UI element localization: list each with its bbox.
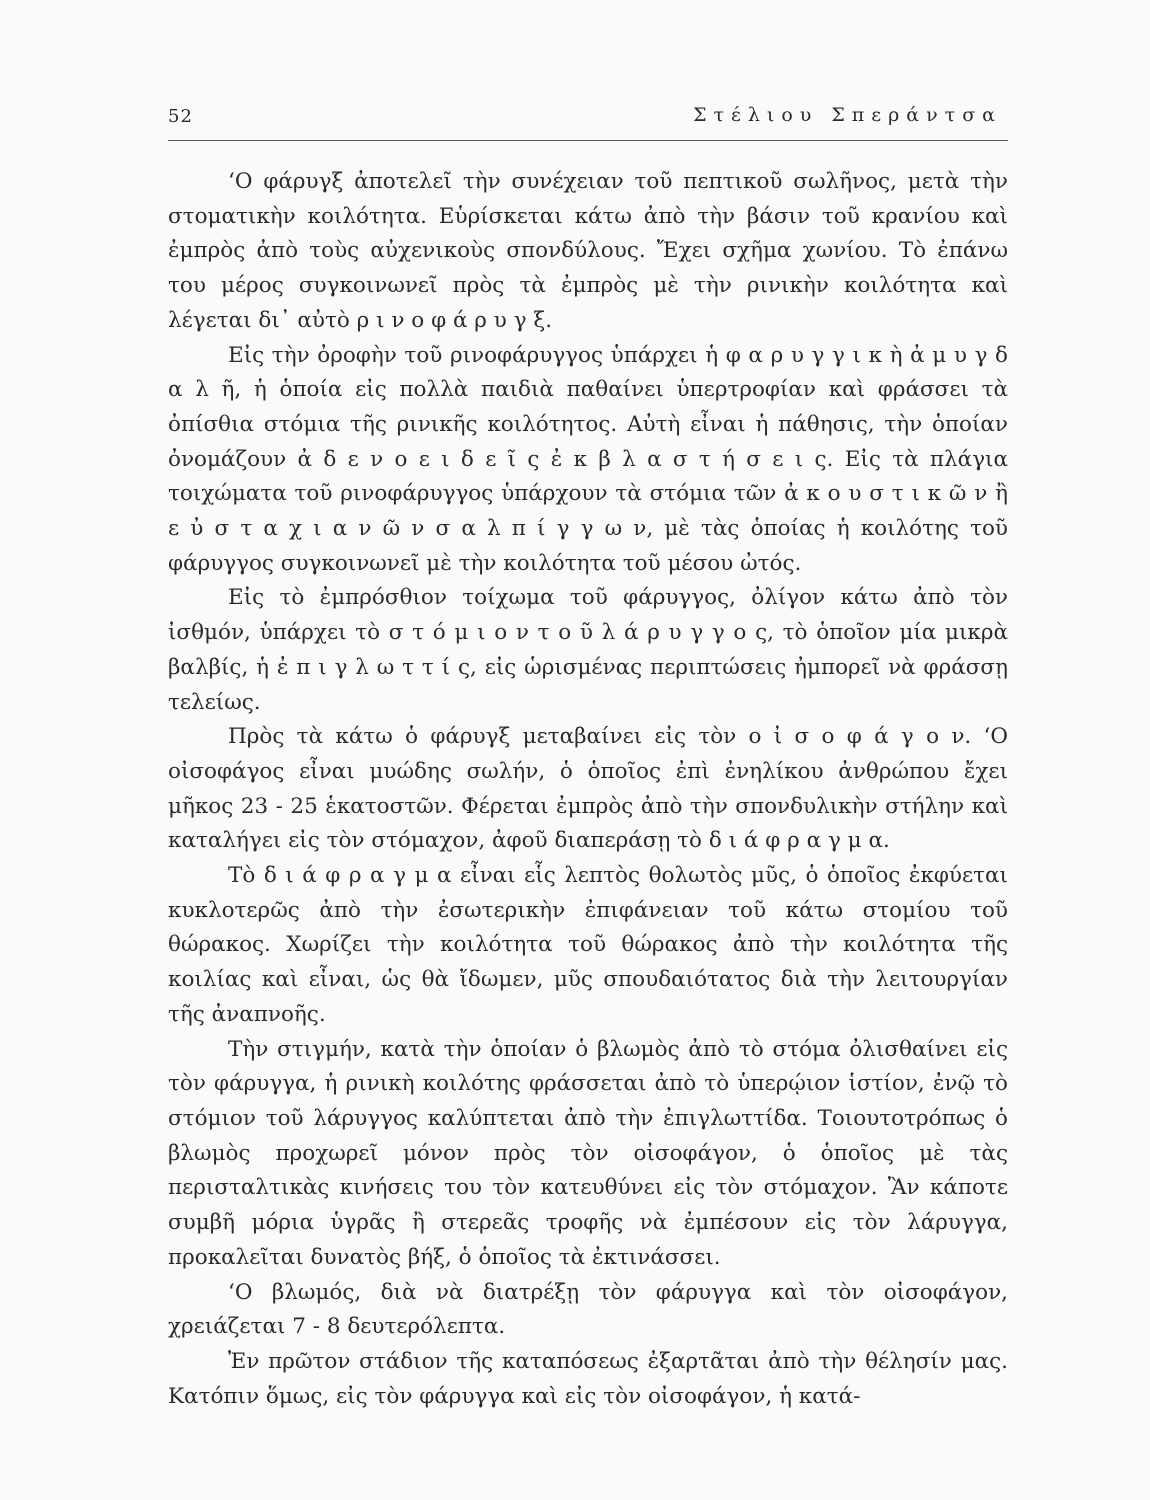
paragraph-first-stage: Ἐν πρῶτον στάδιον τῆς καταπόσεως ἐξαρτᾶται ἀπὸ τὴν θέλησίν μας. Κατόπιν ὅμως, εἰς τὸν φάρυγγα καὶ εἰς τὸν οἰσοφάγον, ἡ κατά- [168, 1348, 1008, 1409]
page-body [168, 165, 1008, 1414]
book-page [168, 100, 1008, 1414]
paragraph-esophagus: Πρὸς τὰ κάτω ὁ φάρυγξ μεταβαίνει εἰς τὸν ο ἰ σ ο φ ά γ ο ν. ‘Ο οἰσοφάγος εἶναι μυώδης σωλήν, ὁ ὁποῖος ἐπὶ ἐνηλίκου ἀνθρώπου ἔχει μῆκος 23 - 25 ἑκατοστῶν. Φέρεται ἐμπρὸς ἀπὸ τὴν σπονδυλικὴν στήλην καὶ καταλήγει εἰς τὸν στόμαχον, ἀφοῦ διαπεράσῃ τὸ δ ι ά φ ρ α γ μ α. [168, 724, 1008, 854]
running-head: Στέλιου Σπεράντσα [693, 104, 1002, 126]
paragraph-diaphragm: Τὸ δ ι ά φ ρ α γ μ α εἶναι εἷς λεπτὸς θολωτὸς μῦς, ὁ ὁποῖος ἐκφύεται κυκλοτερῶς ἀπὸ τὴν ἐσωτερικὴν ἐπιφάνειαν τοῦ κάτω στομίου τοῦ θώρακος. Χωρίζει τὴν κοιλότητα τοῦ θώρακος ἀπὸ τὴν κοιλότητα τῆς κοιλίας καὶ εἶναι, ὡς θὰ ἴδωμεν, μῦς σπουδαιότατος διὰ τὴν λειτουργίαν τῆς ἀναπνοῆς. [168, 863, 1008, 1027]
paragraph-adenoids: Εἰς τὴν ὀροφὴν τοῦ ρινοφάρυγγος ὑπάρχει ἡ φ α ρ υ γ γ ι κ ὴ ἀ μ υ γ δ α λ ῆ, ἡ ὁποία εἰς πολλὰ παιδιὰ παθαίνει ὑπερτροφίαν καὶ φράσσει τὰ ὀπίσθια στόμια τῆς ρινικῆς κοιλότητος. Αὐτὴ εἶναι ἡ πάθησις, τὴν ὁποίαν ὀνομάζουν ἀ δ ε ν ο ε ι δ ε ῖ ς ἐ κ β λ α σ τ ή σ ε ι ς. Εἰς τὰ πλάγια τοιχώματα τοῦ ρινοφάρυγγος ὑπάρχουν τὰ στόμια τῶν ἀ κ ο υ σ τ ι κ ῶ ν ἢ ε ὐ σ τ α χ ι α ν ῶ ν σ α λ π ί γ γ ω ν, μὲ τὰς ὁποίας ἡ κοιλότης τοῦ φάρυγγος συγκοινωνεῖ μὲ τὴν κοιλότητα τοῦ μέσου ὠτός. [168, 342, 1008, 576]
paragraph-swallowing: Τὴν στιγμήν, κατὰ τὴν ὁποίαν ὁ βλωμὸς ἀπὸ τὸ στόμα ὀλισθαίνει εἰς τὸν φάρυγγα, ἡ ρινικὴ κοιλότης φράσσεται ἀπὸ τὸ ὑπερῴιον ἱστίον, ἐνῷ τὸ στόμιον τοῦ λάρυγγος καλύπτεται ἀπὸ τὴν ἐπιγλωττίδα. Τοιουτοτρόπως ὁ βλωμὸς προχωρεῖ μόνον πρὸς τὸν οἰσοφάγον, ὁ ὁποῖος μὲ τὰς περισταλτικὰς κινήσεις του τὸν κατευθύνει εἰς τὸν στόμαχον. Ἂν κάποτε συμβῆ μόρια ὑγρᾶς ἢ στερεᾶς τροφῆς νὰ ἐμπέσουν εἰς τὸν λάρυγγα, προκαλεῖται δυνατὸς βήξ, ὁ ὁποῖος τὰ ἐκτινάσσει. [168, 1036, 1008, 1270]
paragraph-larynx-opening: Εἰς τὸ ἐμπρόσθιον τοίχωμα τοῦ φάρυγγος, ὀλίγον κάτω ἀπὸ τὸν ἰσθμόν, ὑπάρχει τὸ σ τ ό μ ι ο ν τ ο ῦ λ ά ρ υ γ γ ο ς, τὸ ὁποῖον μία μικρὰ βαλβίς, ἡ ἐ π ι γ λ ω τ τ ί ς, εἰς ὡρισμένας περιπτώσεις ἠμπορεῖ νὰ φράσσῃ τελείως. [168, 585, 1008, 715]
page-number: 52 [168, 106, 193, 127]
paragraph-bolus-time: ‘Ο βλωμός, διὰ νὰ διατρέξῃ τὸν φάρυγγα καὶ τὸν οἰσοφάγον, χρειάζεται 7 - 8 δευτερόλεπτα. [168, 1279, 1008, 1340]
paragraph-pharynx: ‘Ο φάρυγξ ἀποτελεῖ τὴν συνέχειαν τοῦ πεπτικοῦ σωλῆνος, μετὰ τὴν στοματικὴν κοιλότητα. Εὑρίσκεται κάτω ἀπὸ τὴν βάσιν τοῦ κρανίου καὶ ἐμπρὸς ἀπὸ τοὺς αὐχενικοὺς σπονδύλους. Ἔχει σχῆμα χωνίου. Τὸ ἐπάνω του μέρος συγκοινωνεῖ πρὸς τὰ ἐμπρὸς μὲ τὴν ρινικὴν κοιλότητα καὶ λέγεται δι᾽ αὐτὸ ρ ι ν ο φ ά ρ υ γ ξ. [168, 169, 1008, 333]
page-header [168, 100, 1008, 141]
